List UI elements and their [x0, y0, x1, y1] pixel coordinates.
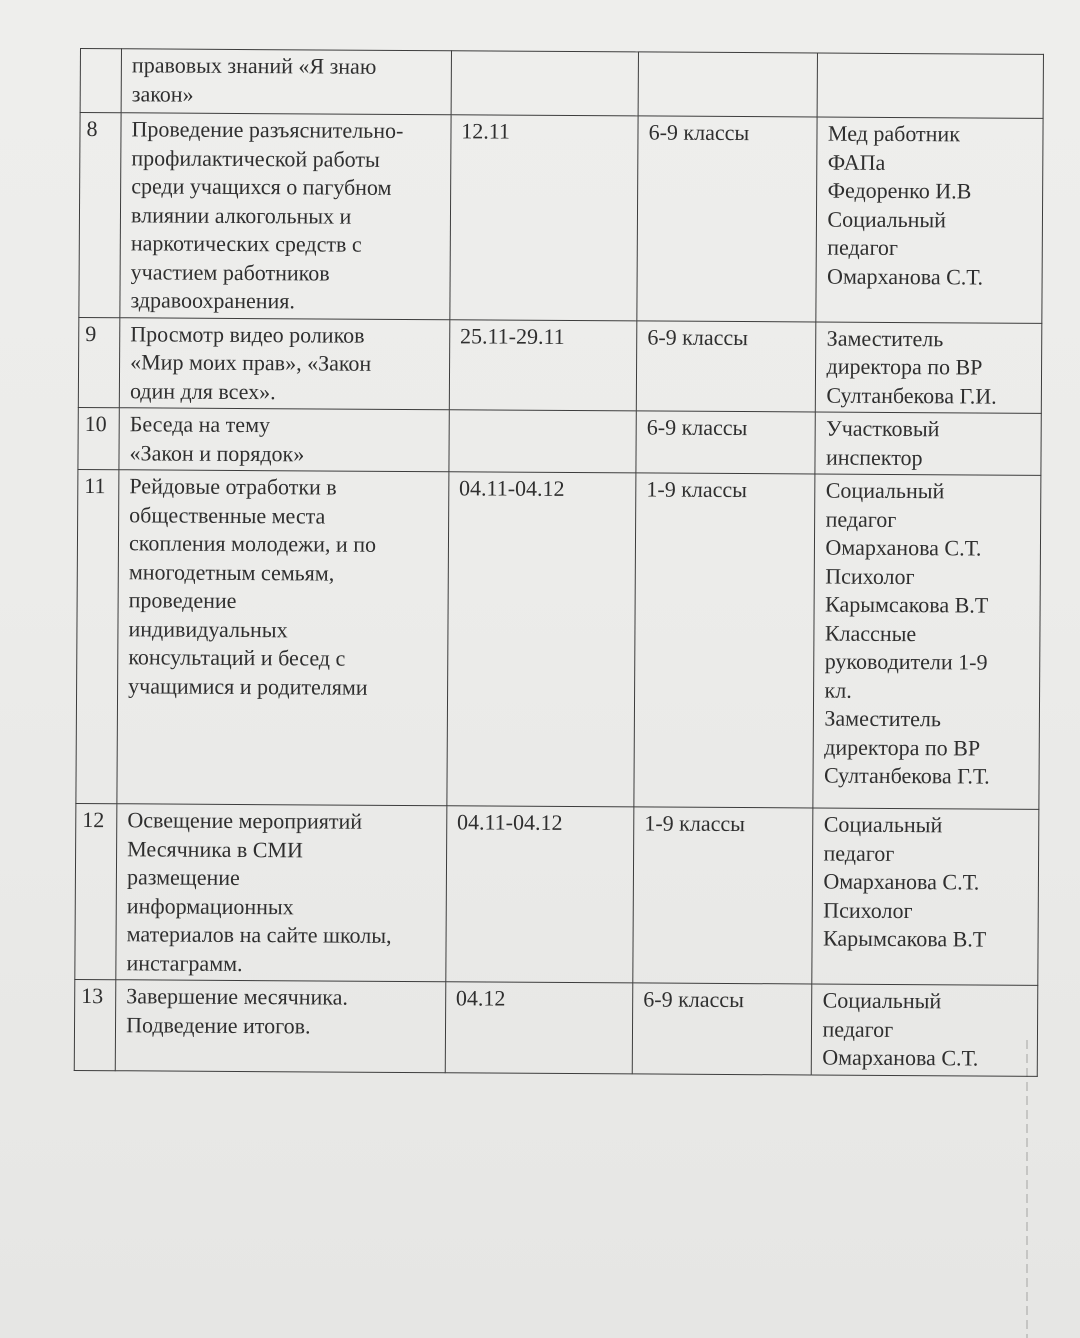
- row-number: 12: [75, 803, 117, 979]
- event-responsible: Заместитель директора по ВР Султанбекова Г.И.: [816, 322, 1042, 414]
- event-classes: 6-9 классы: [636, 411, 816, 474]
- event-classes: 6-9 классы: [632, 983, 812, 1075]
- event-classes: 1-9 классы: [634, 473, 815, 808]
- table-row: [74, 979, 1038, 1075]
- row-number: 11: [76, 469, 119, 803]
- event-responsible: Социальный педагог Омарханова С.Т. Психолог Карымсакова В.Т: [812, 808, 1039, 985]
- event-responsible: [818, 53, 1044, 118]
- event-date: 12.11: [450, 115, 639, 321]
- row-number: 8: [79, 113, 121, 318]
- events-table: [74, 48, 1044, 1076]
- row-number: 9: [78, 317, 120, 408]
- event-date: 04.12: [445, 982, 633, 1074]
- event-date: 25.11-29.11: [449, 319, 637, 411]
- event-responsible: Социальный педагог Омарханова С.Т.: [812, 984, 1038, 1076]
- table-row: [75, 803, 1039, 985]
- event-classes: 6-9 классы: [636, 320, 816, 412]
- event-description: правовых знаний «Я знаю закон»: [121, 49, 451, 115]
- table-row: [80, 49, 1043, 119]
- table-row: [78, 317, 1042, 413]
- page-edge-shadow: [1026, 1040, 1028, 1338]
- event-classes: 6-9 классы: [637, 116, 818, 322]
- row-number: 13: [74, 979, 116, 1070]
- table-row: [76, 469, 1041, 809]
- event-description: Завершение месячника. Подведение итогов.: [115, 980, 445, 1073]
- event-description: Беседа на тему «Закон и порядок»: [119, 408, 449, 472]
- event-date: 04.11-04.12: [446, 806, 634, 983]
- event-classes: [638, 52, 818, 117]
- table-row: [79, 113, 1043, 323]
- event-responsible: Участковый инспектор: [815, 412, 1041, 475]
- event-date: 04.11-04.12: [447, 472, 636, 807]
- event-description: Рейдовые отработки в общественные места скопления молодежи, и по многодетным семьям, проведение индивидуальных консультаций и бесед с учащимися и родителями: [117, 470, 449, 806]
- event-description: Просмотр видео роликов «Мир моих прав», «Закон один для всех».: [119, 317, 449, 410]
- event-date: [449, 410, 637, 473]
- event-classes: 1-9 классы: [633, 807, 813, 984]
- row-number: [80, 49, 121, 113]
- event-description: Освещение мероприятий Месячника в СМИ размещение информационных материалов на сайте школы, инстаграмм.: [116, 804, 447, 982]
- event-date: [451, 51, 639, 116]
- row-number: 10: [78, 407, 119, 469]
- table-row: [78, 407, 1041, 475]
- event-responsible: Мед работник ФАПа Федоренко И.В Социальный педагог Омарханова С.Т.: [816, 117, 1043, 323]
- event-description: Проведение разъяснительно- профилактической работы среди учащихся о пагубном влиянии алкогольных и наркотических средств с участием работников здравоохранения.: [120, 113, 451, 320]
- event-responsible: Социальный педагог Омарханова С.Т. Психолог Карымсакова В.Т Классные руководители 1-9 кл. Заместитель директора по ВР Султанбекова Г.Т.: [813, 474, 1041, 809]
